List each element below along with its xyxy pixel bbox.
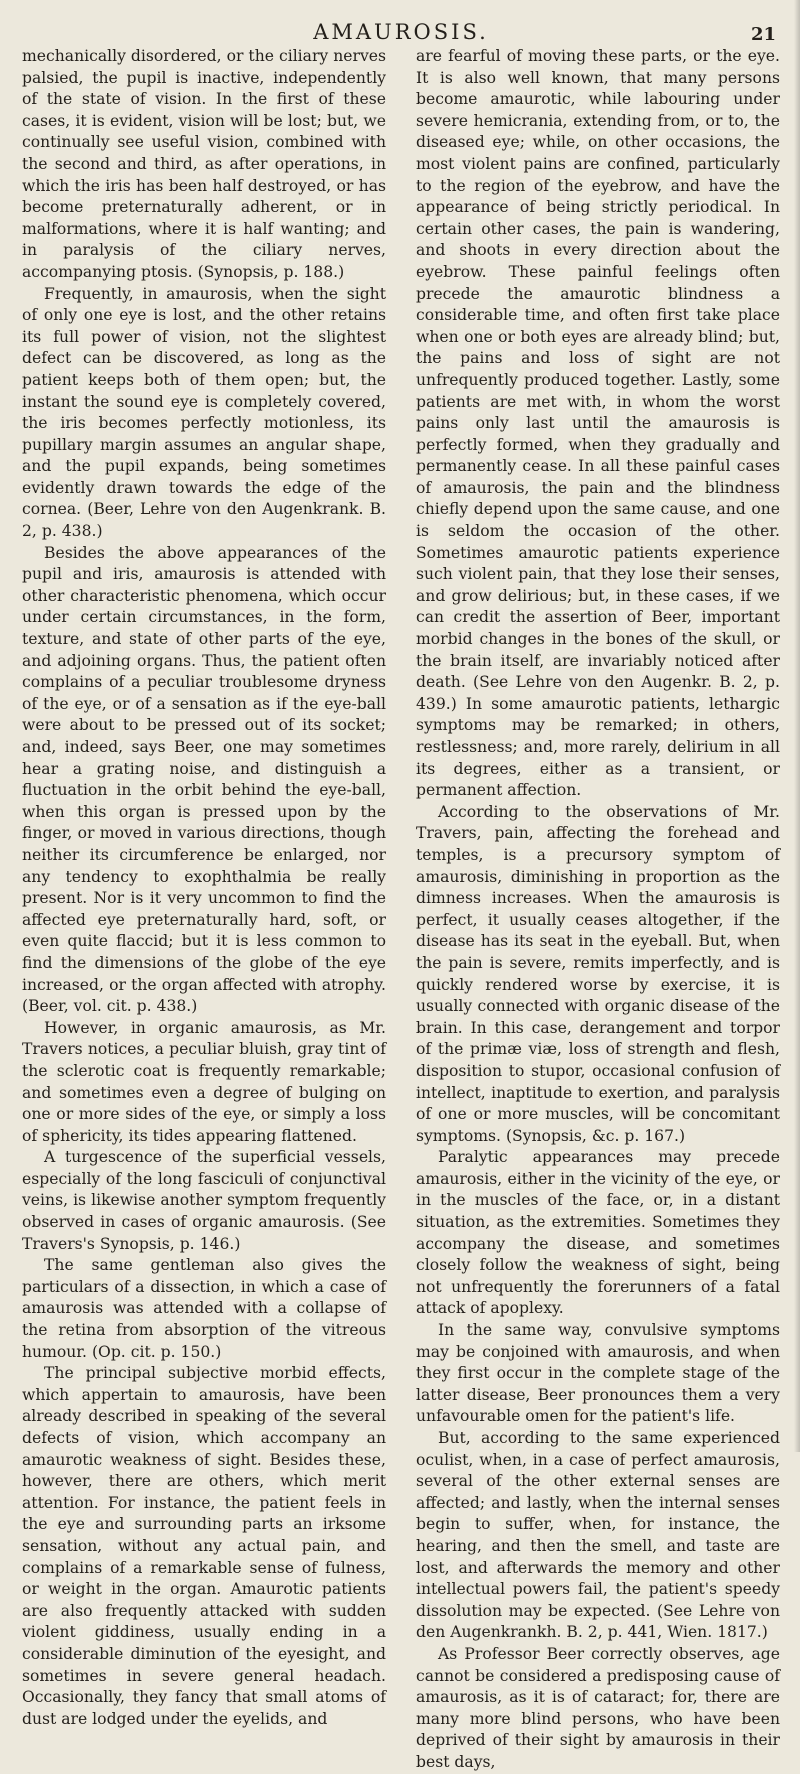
paragraph: are fearful of moving these parts, or the eye. It is also well known, that many persons become amaurotic, while labouring under severe hemicrania, extending from, or to, the diseased eye; while, on other occasions, the most violent pains are confined, particularly to the region of the eyebrow, and have the appearance of being strictly periodical. In certain other cases, the pain is wandering, and shoots in every direction about the eyebrow. These painful feelings often precede the amaurotic blindness a considerable time, and often first take place when one or both eyes are already blind; but, the pains and loss of sight are not unfrequently produced together. Lastly, some patients are met with, in whom the worst pains only last until the amaurosis is perfectly formed, when they gradually and permanently cease. In all these painful cases of amaurosis, the pain and the blindness chiefly depend upon the same cause, and one is seldom the occasion of the other. Sometimes amaurotic patients experience such violent pain, that they lose their senses, and grow delirious; but, in these cases, if we can credit the assertion of Beer, important morbid changes in the bones of the skull, or the brain itself, are invariably noticed after death. (See Lehre von den Augenkr. B. 2, p. 439.) In some amaurotic patients, lethargic symptoms may be remarked; in others, restlessness; and, more rarely, delirium in all its degrees, either as a transient, or permanent affection. xyxy=(416,47,780,800)
paragraph: In the same way, convulsive symptoms may be conjoined with amaurosis, and when they first occur in the complete stage of the latter disease, Beer pronounces them a very unfavourable omen for the patient's life. xyxy=(416,1321,780,1426)
paragraph: The same gentleman also gives the particulars of a dissection, in which a case of amaurosis was attended with a collapse of the retina from absorption of the vitreous humour. (Op. cit. p. 150.) xyxy=(22,1256,386,1361)
paragraph: Frequently, in amaurosis, when the sight of only one eye is lost, and the other retains its full power of vision, not the slightest defect can be discovered, as long as the patient keeps both of them open; but, the instant the sound eye is completely covered, the iris becomes perfectly motionless, its pupillary margin assumes an angular shape, and the pupil expands, being sometimes evidently drawn towards the edge of the cornea. (Beer, Lehre von den Augenkrank. B. 2, p. 438.) xyxy=(22,284,386,541)
page-edge-shadow xyxy=(794,0,800,1452)
page-header xyxy=(22,12,780,46)
paragraph: A turgescence of the superficial vessels, especially of the long fasciculi of conjunctival veins, is likewise another symptom frequently observed in cases of organic amaurosis. (See Travers's Synopsis, p. 146.) xyxy=(22,1148,386,1253)
paragraph: As Professor Beer correctly observes, age cannot be considered a predisposing cause of amaurosis, as it is of cataract; for, there are many more blind persons, who have been deprived of their sight by amaurosis in their best days, xyxy=(416,1644,780,1771)
paragraph: Paralytic appearances may precede amaurosis, either in the vicinity of the eye, or in the muscles of the face, or, in a distant situation, as the extremities. Sometimes they accompany the disease, and sometimes closely follow the weakness of sight, being not unfrequently the forerunners of a fatal attack of apoplexy. xyxy=(416,1148,780,1318)
paragraph: According to the observations of Mr. Travers, pain, affecting the forehead and temples, is a precursory symptom of amaurosis, diminishing in proportion as the dimness increases. When the amaurosis is perfect, it usually ceases altogether, if the disease has its seat in the eyeball. But, when the pain is severe, remits imperfectly, and is quickly rendered worse by exercise, it is usually connected with organic disease of the brain. In this case, derangement and torpor of the primæ viæ, loss of strength and flesh, disposition to stupor, occasional confusion of intellect, inaptitude to exertion, and paralysis of one or more muscles, will be concomitant symptoms. (Synopsis, &c. p. 167.) xyxy=(416,802,780,1145)
paragraph: However, in organic amaurosis, as Mr. Travers notices, a peculiar bluish, gray tint of the sclerotic coat is frequently remarkable; and sometimes even a degree of bulging on one or more sides of the eye, or simply a loss of sphericity, its tides appearing flattened. xyxy=(22,1018,386,1145)
paragraph: The principal subjective morbid effects, which appertain to amaurosis, have been already described in speaking of the several defects of vision, which accompany an amaurotic weakness of sight. Besides these, however, there are others, which merit attention. For instance, the patient feels in the eye and surrounding parts an irksome sensation, without any actual pain, and complains of a remarkable sense of fulness, or weight in the organ. Amaurotic patients are also frequently attacked with sudden violent giddiness, usually ending in a considerable diminution of the eyesight, and sometimes in severe general headach. Occasionally, they fancy that small atoms of dust are lodged under the eyelids, and xyxy=(22,1364,386,1728)
page-number: 21 xyxy=(750,24,776,45)
paragraph: Besides the above appearances of the pupil and iris, amaurosis is attended with other characteristic phenomena, which occur under certain circumstances, in the form, texture, and state of other parts of the eye, and adjoining organs. Thus, the patient often complains of a peculiar troublesome dryness of the eye, or of a sensation as if the eye-ball were about to be pressed out of its socket; and, indeed, says Beer, one may sometimes hear a grating noise, and distinguish a fluctuation in the orbit behind the eye-ball, when this organ is pressed upon by the finger, or moved in various directions, though neither its circumference be enlarged, nor any tendency to exophthalmia be really present. Nor is it very uncommon to find the affected eye preternaturally hard, soft, or even quite flaccid; but it is less common to find the dimensions of the globe of the eye increased, or the organ affected with atrophy. (Beer, vol. cit. p. 438.) xyxy=(22,543,386,1016)
paragraph: But, according to the same experienced oculist, when, in a case of perfect amaurosis, several of the other external senses are affected; and lastly, when the internal senses begin to suffer, when, for instance, the hearing, and then the smell, and taste are lost, and afterwards the memory and other intellectual powers fail, the patient's speedy dissolution may be expected. (See Lehre von den Augenkrankh. B. 2, p. 441, Wien. 1817.) xyxy=(416,1429,780,1642)
left-column xyxy=(22,46,386,1774)
running-title: AMAUROSIS. xyxy=(313,20,489,44)
text-columns xyxy=(22,46,780,1774)
right-column xyxy=(416,46,780,1774)
paragraph: mechanically disordered, or the ciliary nerves palsied, the pupil is inactive, independently of the state of vision. In the first of these cases, it is evident, vision will be lost; but, we continually see useful vision, combined with the second and third, as after operations, in which the iris has been half destroyed, or has become preternaturally adherent, or in malformations, where it is half wanting; and in paralysis of the ciliary nerves, accompanying ptosis. (Synopsis, p. 188.) xyxy=(22,47,386,281)
